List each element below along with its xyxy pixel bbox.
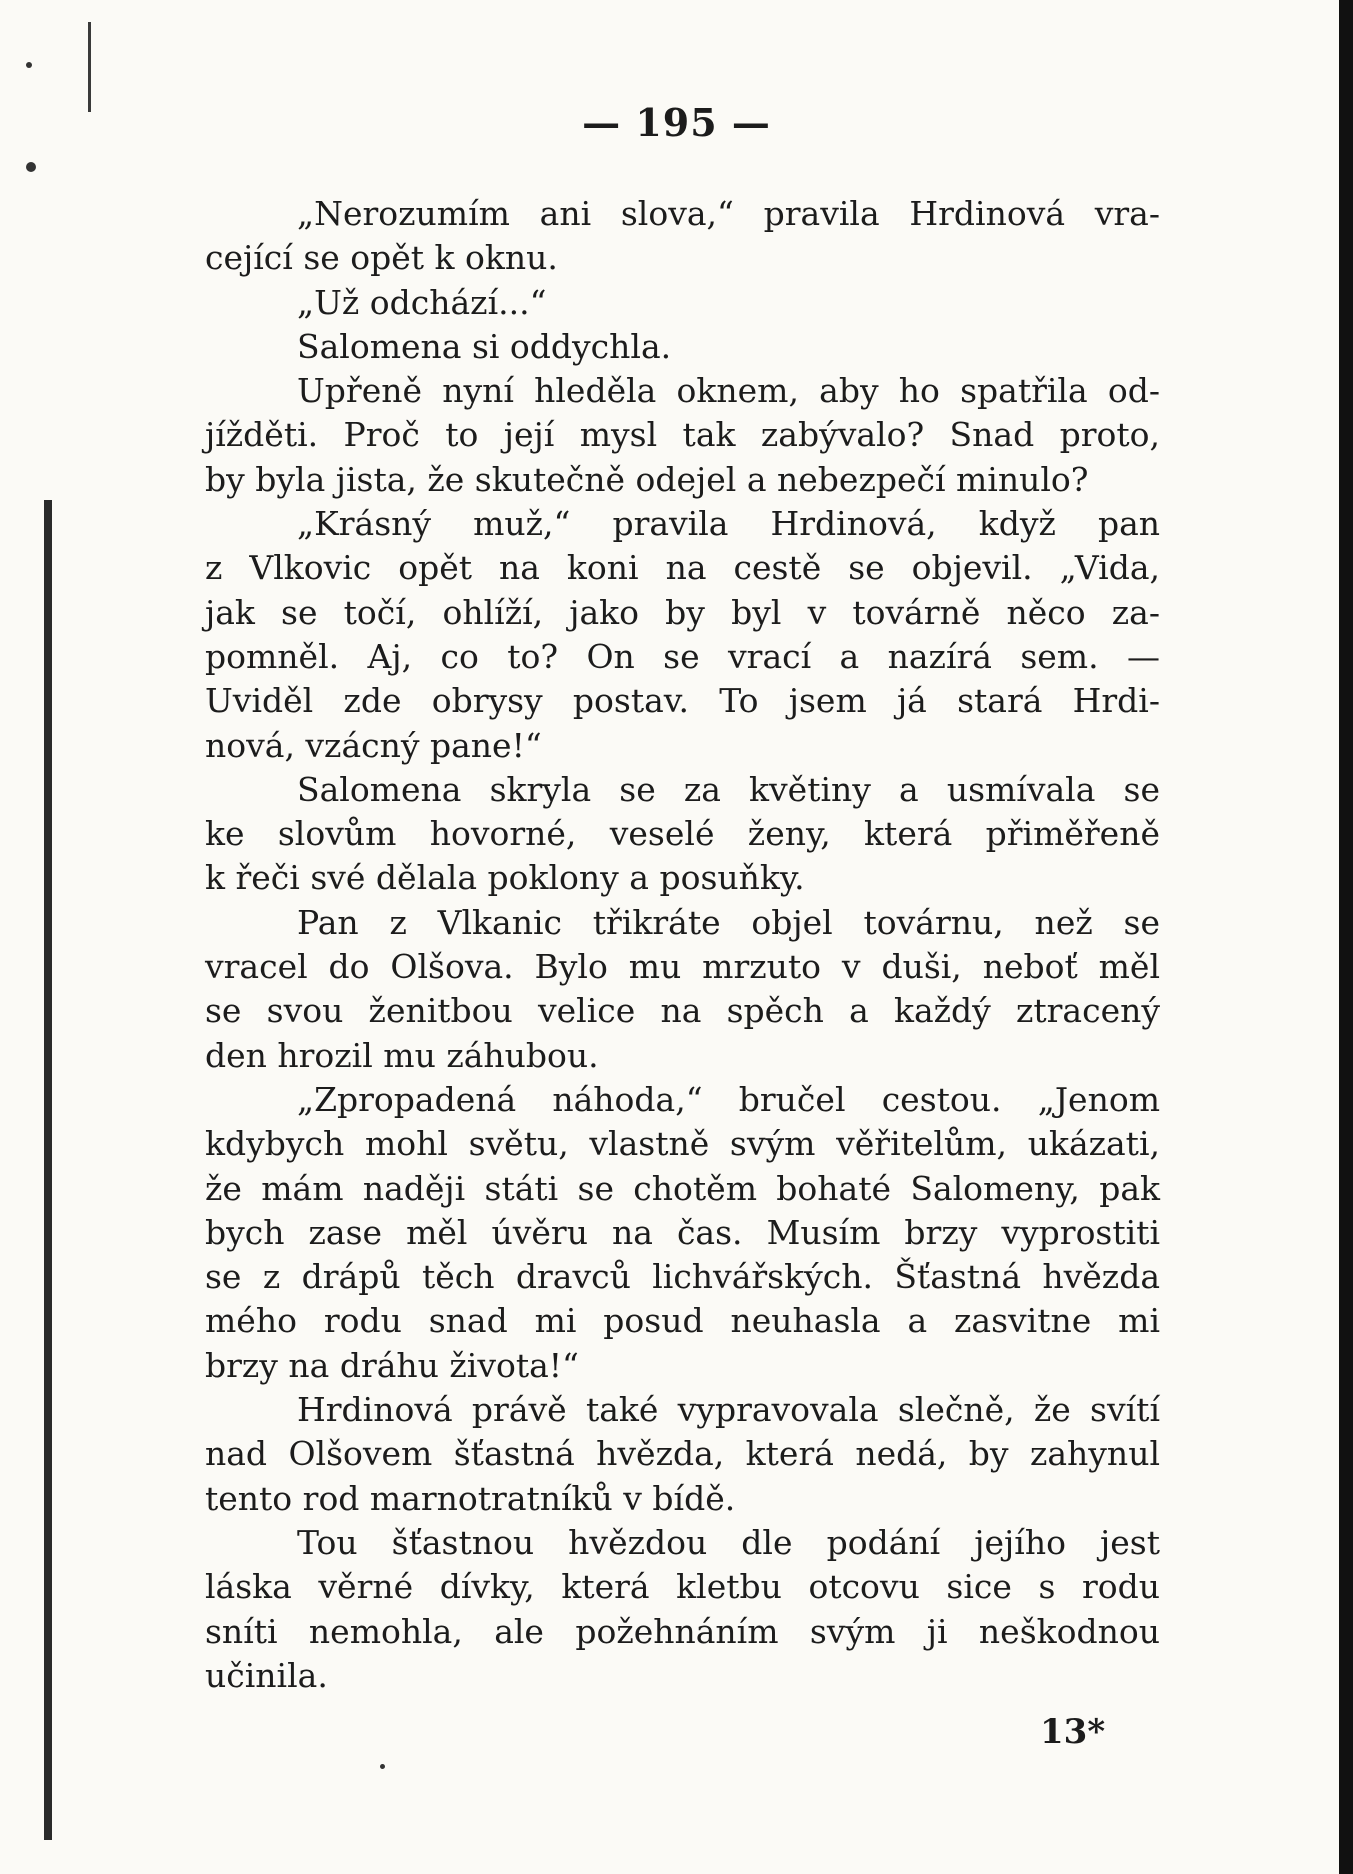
page-body-text bbox=[205, 192, 1160, 1698]
text-line: tento rod marnotratníků v bídě. bbox=[205, 1478, 736, 1518]
text-line: že mám naději státi se chotěm bohaté Salomeny, pak bbox=[205, 1168, 1160, 1208]
text-line: by byla jista, že skutečně odejel a nebezpečí minulo? bbox=[205, 459, 1089, 499]
scan-speck bbox=[380, 1764, 385, 1769]
text-line: cející se opět k oknu. bbox=[205, 238, 558, 278]
text-line: Tou šťastnou hvězdou dle podání jejího jest bbox=[297, 1522, 1160, 1562]
text-line: sníti nemohla, ale požehnáním svým ji neškodnou bbox=[205, 1611, 1160, 1651]
scan-edge-right bbox=[1339, 0, 1353, 1874]
text-line: Salomena skryla se za květiny a usmívala se bbox=[297, 769, 1160, 809]
page-number: — 195 — bbox=[582, 100, 771, 145]
text-line: mého rodu snad mi posud neuhasla a zasvitne mi bbox=[205, 1301, 1160, 1341]
text-line: láska věrné dívky, která kletbu otcovu sice s rodu bbox=[205, 1567, 1160, 1607]
text-line: „Zpropadená náhoda,“ bručel cestou. „Jenom bbox=[297, 1079, 1160, 1119]
text-line: pomněl. Aj, co to? On se vrací a nazírá sem. — bbox=[205, 636, 1160, 676]
text-line: kdybych mohl světu, vlastně svým věřitelům, ukázati, bbox=[205, 1124, 1160, 1164]
text-line: jak se točí, ohlíží, jako by byl v továrně něco za- bbox=[205, 592, 1160, 632]
text-line: se z drápů těch dravců lichvářských. Šťastná hvězda bbox=[205, 1257, 1160, 1297]
text-line: „Krásný muž,“ pravila Hrdinová, když pan bbox=[297, 504, 1160, 544]
scan-speck bbox=[26, 162, 36, 172]
scan-speck bbox=[26, 62, 32, 68]
text-line: učinila. bbox=[205, 1655, 328, 1695]
text-line: k řeči své dělala poklony a posuňky. bbox=[205, 858, 805, 898]
scan-edge-left-top bbox=[88, 22, 91, 112]
text-line: Salomena si oddychla. bbox=[297, 326, 672, 366]
text-line: ke slovům hovorné, veselé ženy, která přiměřeně bbox=[205, 814, 1160, 854]
text-line: den hrozil mu záhubou. bbox=[205, 1035, 599, 1075]
text-line: vracel do Olšova. Bylo mu mrzuto v duši, neboť měl bbox=[205, 947, 1160, 987]
text-line: nová, vzácný pane!“ bbox=[205, 725, 542, 765]
text-line: „Už odchází...“ bbox=[297, 282, 547, 322]
scan-edge-left bbox=[44, 500, 52, 1840]
text-line: „Nerozumím ani slova,“ pravila Hrdinová vra- bbox=[297, 194, 1160, 233]
text-line: nad Olšovem šťastná hvězda, která nedá, by zahynul bbox=[205, 1434, 1160, 1474]
text-line: Uviděl zde obrysy postav. To jsem já stará Hrdi- bbox=[205, 681, 1160, 721]
text-line: Upřeně nyní hleděla oknem, aby ho spatřila od- bbox=[297, 371, 1160, 411]
text-line: Pan z Vlkanic třikráte objel továrnu, než se bbox=[297, 902, 1160, 942]
text-line: Hrdinová právě také vypravovala slečně, že svítí bbox=[297, 1390, 1160, 1430]
text-line: bych zase měl úvěru na čas. Musím brzy vyprostiti bbox=[205, 1212, 1160, 1252]
printer-signature-mark: 13* bbox=[1040, 1712, 1106, 1752]
text-line: se svou ženitbou velice na spěch a každý ztracený bbox=[205, 991, 1160, 1031]
text-line: z Vlkovic opět na koni na cestě se objevil. „Vida, bbox=[205, 548, 1160, 588]
text-line: jížděti. Proč to její mysl tak zabývalo? Snad proto, bbox=[205, 415, 1160, 455]
text-line: brzy na dráhu života!“ bbox=[205, 1345, 579, 1385]
